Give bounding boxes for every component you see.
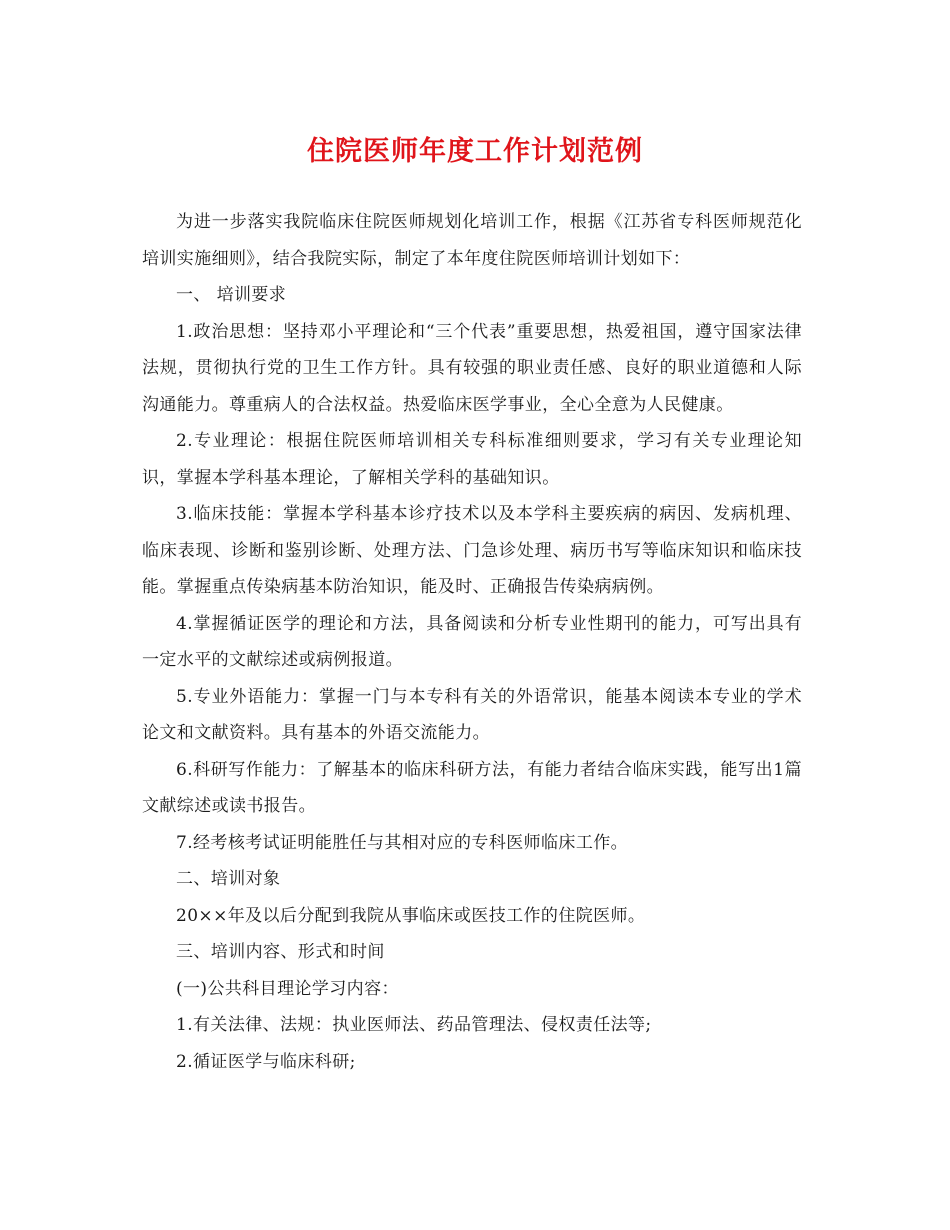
requirement-item: 6.科研写作能力：了解基本的临床科研方法，有能力者结合临床实践，能写出1篇文献综述或读书报告。 bbox=[142, 759, 802, 816]
subsection-heading: (一)公共科目理论学习内容： bbox=[176, 978, 399, 999]
requirement-item: 3.临床技能：掌握本学科基本诊疗技术以及本学科主要疾病的病因、发病机理、临床表现、诊断和鉴别诊断、处理方法、门急诊处理、病历书写等临床知识和临床技能。掌握重点传染病基本防治知识，能及时、正确报告传染病病例。 bbox=[142, 504, 802, 597]
requirement-item: 1.政治思想：坚持邓小平理论和“三个代表”重要思想，热爱祖国，遵守国家法律法规，贯彻执行党的卫生工作方针。具有较强的职业责任感、良好的职业道德和人际沟通能力。尊重病人的合法权益。热爱临床医学事业，全心全意为人民健康。 bbox=[142, 321, 802, 415]
section-heading-targets: 二、培训对象 bbox=[176, 869, 281, 889]
intro-paragraph: 为进一步落实我院临床住院医师规划化培训工作，根据《江苏省专科医师规范化培训实施细则》，结合我院实际，制定了本年度住院医师培训计划如下： bbox=[142, 212, 802, 269]
requirement-item: 5.专业外语能力：掌握一门与本专科有关的外语常识，能基本阅读本专业的学术论文和文献资料。具有基本的外语交流能力。 bbox=[142, 686, 802, 743]
section-heading-requirements: 一、 培训要求 bbox=[176, 285, 287, 305]
content-item: 2.循证医学与临床科研; bbox=[176, 1051, 356, 1072]
section-heading-content: 三、培训内容、形式和时间 bbox=[176, 942, 385, 962]
requirement-item: 7.经考核考试证明能胜任与其相对应的专科医师临床工作。 bbox=[176, 832, 629, 853]
document-title: 住院医师年度工作计划范例 bbox=[307, 136, 643, 167]
requirement-item: 4.掌握循证医学的理论和方法，具备阅读和分析专业性期刊的能力，可写出具有一定水平的文献综述或病例报道。 bbox=[142, 613, 802, 670]
document-body bbox=[142, 204, 802, 1080]
requirement-item: 2.专业理论：根据住院医师培训相关专科标准细则要求，学习有关专业理论知识，掌握本学科基本理论，了解相关学科的基础知识。 bbox=[142, 431, 802, 488]
target-paragraph: 20××年及以后分配到我院从事临床或医技工作的住院医师。 bbox=[176, 905, 646, 926]
content-item: 1.有关法律、法规：执业医师法、药品管理法、侵权责任法等; bbox=[176, 1015, 652, 1035]
